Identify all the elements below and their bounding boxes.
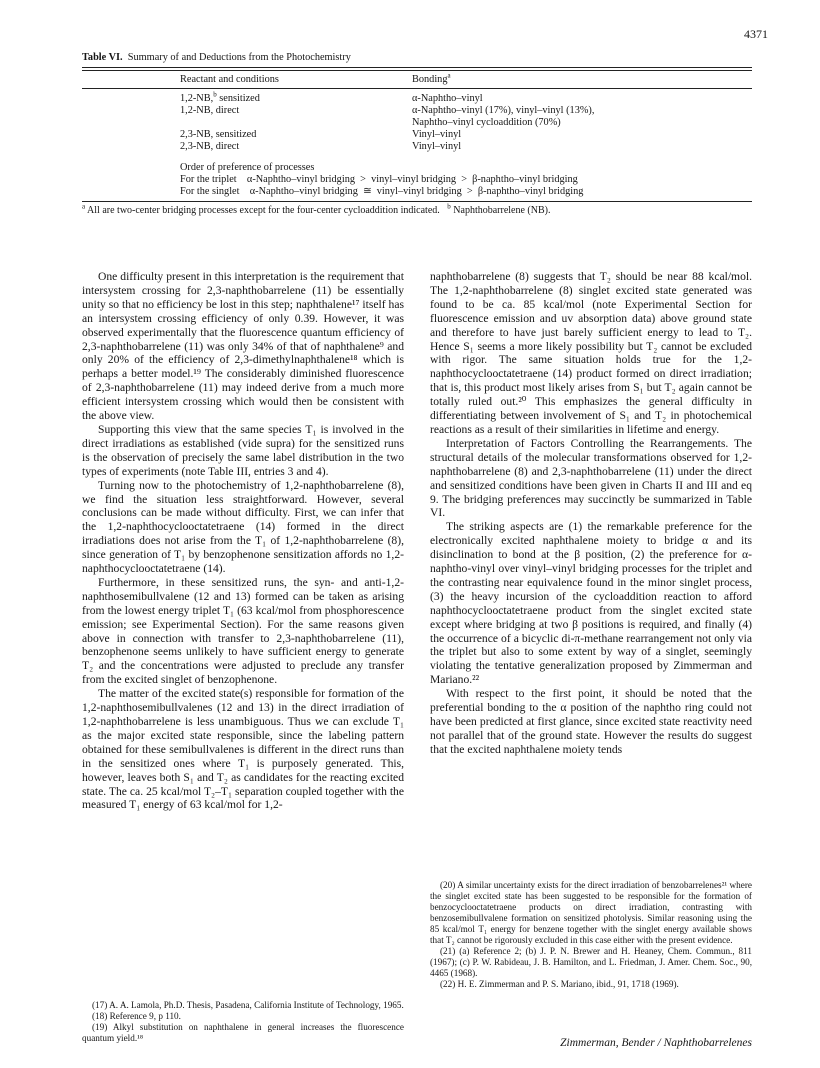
table-caption	[82, 52, 752, 64]
header-reactant: Reactant and conditions	[180, 74, 279, 85]
summary-table	[82, 52, 752, 217]
paragraph: With respect to the first point, it should be noted that the preferential bonding to the α position of the naphtho ring could not have been predicted at first glance, since excited state reactivity need not parallel that of the ground state. However the results do suggest that the excited naphthalene moiety tends	[430, 687, 752, 756]
left-column	[82, 270, 404, 812]
footnote: (18) Reference 9, p 110.	[92, 1011, 181, 1021]
body-columns	[82, 270, 752, 812]
paragraph: One difficulty present in this interpretation is the requirement that intersystem crossing for 2,3-naphthobarrelene (11) be essentially unity so that no efficiency be lost in this step; naphthalene¹⁷ itself has an intersystem crossing efficiency of only 0.39. However, it was observed experimentally that the fluorescence quantum efficiency of 2,3-naphthobarrelene (11) was only 34% of that of naphthalene⁹ and only 20% of the efficiency of 2,3-dimethylnaphthalene¹⁸ which is perhaps a better model.¹⁹ The considerably diminished fluorescence of 2,3-naphthobarrelene (11) may indeed derive from a much more efficient intersystem crossing which would then be consistent with the above view.	[82, 270, 404, 423]
footnotes-right	[430, 880, 752, 990]
table-row: 1,2-NB, direct α-Naphtho–vinyl (17%), vinyl–vinyl (13%),	[180, 105, 595, 116]
right-column	[430, 270, 752, 812]
table-row: Naphtho–vinyl cycloaddition (70%)	[412, 117, 561, 128]
table-footnotes: $^a$ All are two-center bridging processes except for the four-center cycloaddition indicated. $^b$ Naphthobarrelene (NB).	[82, 202, 551, 216]
table-header-row	[82, 71, 752, 88]
order-singlet: For the singlet α-Naphtho–vinyl bridging ≅ vinyl–vinyl bridging > β-naphtho–vinyl bridging	[180, 186, 584, 197]
page-number: 4371	[744, 27, 768, 41]
footnote: (20) A similar uncertainty exists for the direct irradiation of benzobarrelenes²¹ where the singlet excited state has been suggested to be responsible for the formation of benzocyclooctatetraene products on direct irradiation, contrasting with benzosemibullvalene formation on sensitized photolysis. Similar reasoning using the 85 kcal/mol T₁ energy for benzene together with the singlet energy available shows that T₂ cannot be rigorously excluded in this case either with the present evidence.	[430, 880, 752, 945]
footnote: (17) A. A. Lamola, Ph.D. Thesis, Pasadena, California Institute of Technology, 1965.	[92, 1000, 404, 1010]
table-body	[82, 89, 752, 201]
paragraph: Turning now to the photochemistry of 1,2-naphthobarrelene (8), we find the situation less straightforward. However, several conclusions can be made without difficulty. First, we can infer that the 1,2-naphthocyclooctatetraene (14) formed in the direct irradiations does not arise from the T₁ of 1,2-naphthobarrelene (8), since generation of T₁ by benzophenone sensitization affords no 1,2-naphthocyclooctatetraene (14).	[82, 478, 404, 576]
order-heading: Order of preference of processes	[180, 162, 315, 173]
footnote: (19) Alkyl substitution on naphthalene in general increases the fluorescence quantum yield.¹⁸	[82, 1022, 404, 1043]
table-row: 1,2-NB,$^b$ sensitized α-Naphtho–vinyl	[180, 90, 483, 104]
header-bonding: Bonding$^a$	[412, 71, 451, 85]
paragraph: The matter of the excited state(s) responsible for formation of the 1,2-naphthosemibullvalenes (12 and 13) in the direct irradiation of 1,2-naphthobarrelene is less unambiguous. Thus we can exclude T₁ as the major excited state responsible, since the labeling pattern obtained for these semibullvalenes is different in the direct runs than in the sensitized ones where T₁ is purposely generated. This, however, leaves both S₁ and T₂ as candidates for the reacting excited state. The ca. 25 kcal/mol T₂–T₁ separation coupled together with the measured T₁ energy of 63 kcal/mol for 1,2-	[82, 687, 404, 812]
order-triplet: For the triplet α-Naphtho–vinyl bridging > vinyl–vinyl bridging > β-naphtho–vinyl bridging	[180, 174, 578, 185]
paragraph: Interpretation of Factors Controlling the Rearrangements. The structural details of the molecular transformations observed for 1,2-naphthobarrelene (8) and 2,3-naphthobarrelene (11) under the direct and sensitized conditions have been given in Charts II and III and eq 9. The bridging preferences may succinctly be summarized in Table VI.	[430, 436, 752, 520]
paragraph: Furthermore, in these sensitized runs, the syn- and anti-1,2-naphthosemibullvalene (12 and 13) formed can be taken as arising from the lowest energy triplet T₁ (63 kcal/mol from phosphorescence emission; see Experimental Section). For the same reasons given above in connection with transfer to 2,3-naphthobarrelene (11), benzophenone seems unlikely to have sufficient energy to generate T₂ and the concentrations were adjusted to preclude any transfer from the excited singlet of benzophenone.	[82, 575, 404, 687]
paragraph: Supporting this view that the same species T₁ is involved in the direct irradiations as established (vide supra) for the sensitized runs is the observation of precisely the same label distribution in the two types of experiments (note Table III, entries 3 and 4).	[82, 422, 404, 478]
footnote: (22) H. E. Zimmerman and P. S. Mariano, ibid., 91, 1718 (1969).	[440, 979, 679, 989]
table-row: 2,3-NB, direct Vinyl–vinyl	[180, 141, 462, 152]
table-label: Table VI.	[82, 52, 123, 63]
paragraph: naphthobarrelene (8) suggests that T₂ should be near 88 kcal/mol. The 1,2-naphthobarrelene (8) singlet excited state generated was found to be ca. 85 kcal/mol (note Experimental Section for fluorescence emission and uv absorption data) above ground state and therefore to have just barely sufficient energy to lead to T₂. Hence S₁ seems a more likely possibility but T₂ cannot be excluded with rigor. The same situation holds true for the 1,2-naphthocyclooctatetraene (14) product formed on direct irradiation; that is, this product most likely arises from S₁ but T₂ again cannot be totally ruled out.²⁰ This emphasizes the general difficulty in differentiating between involvement of S₁ and T₂ in photochemical reactions as a result of their similarities in lifetime and energy.	[430, 270, 752, 436]
footnotes-left	[82, 1000, 404, 1044]
running-footer: Zimmerman, Bender / Naphthobarrelenes	[560, 1037, 752, 1049]
paragraph: The striking aspects are (1) the remarkable preference for the electronically excited naphthalene moiety to bridge α and its disinclination to bond at the β position, (2) the preference for α-naphtho-vinyl over vinyl–vinyl bridging processes for the triplet and the contrasting near equivalence found in the minor singlet process, (3) the heavy incursion of the cycloaddition reaction to afford naphthocyclooctatetraene product from the singlet excited state except where bridging at two β positions is required, and finally (4) the occurrence of a bicyclic di-π-methane rearrangement not only via the triplet but also to some extent by way of a singlet, seemingly violating the tentative generalization proposed by Zimmerman and Mariano.²²	[430, 520, 752, 687]
table-row: 2,3-NB, sensitized Vinyl–vinyl	[180, 129, 462, 140]
table-title: Summary of and Deductions from the Photochemistry	[127, 52, 351, 63]
footnote: (21) (a) Reference 2; (b) J. P. N. Brewer and H. Heaney, Chem. Commun., 811 (1967); (c) P. W. Rabideau, J. B. Hamilton, and L. Friedman, J. Amer. Chem. Soc., 90, 4465 (1968).	[430, 946, 752, 978]
